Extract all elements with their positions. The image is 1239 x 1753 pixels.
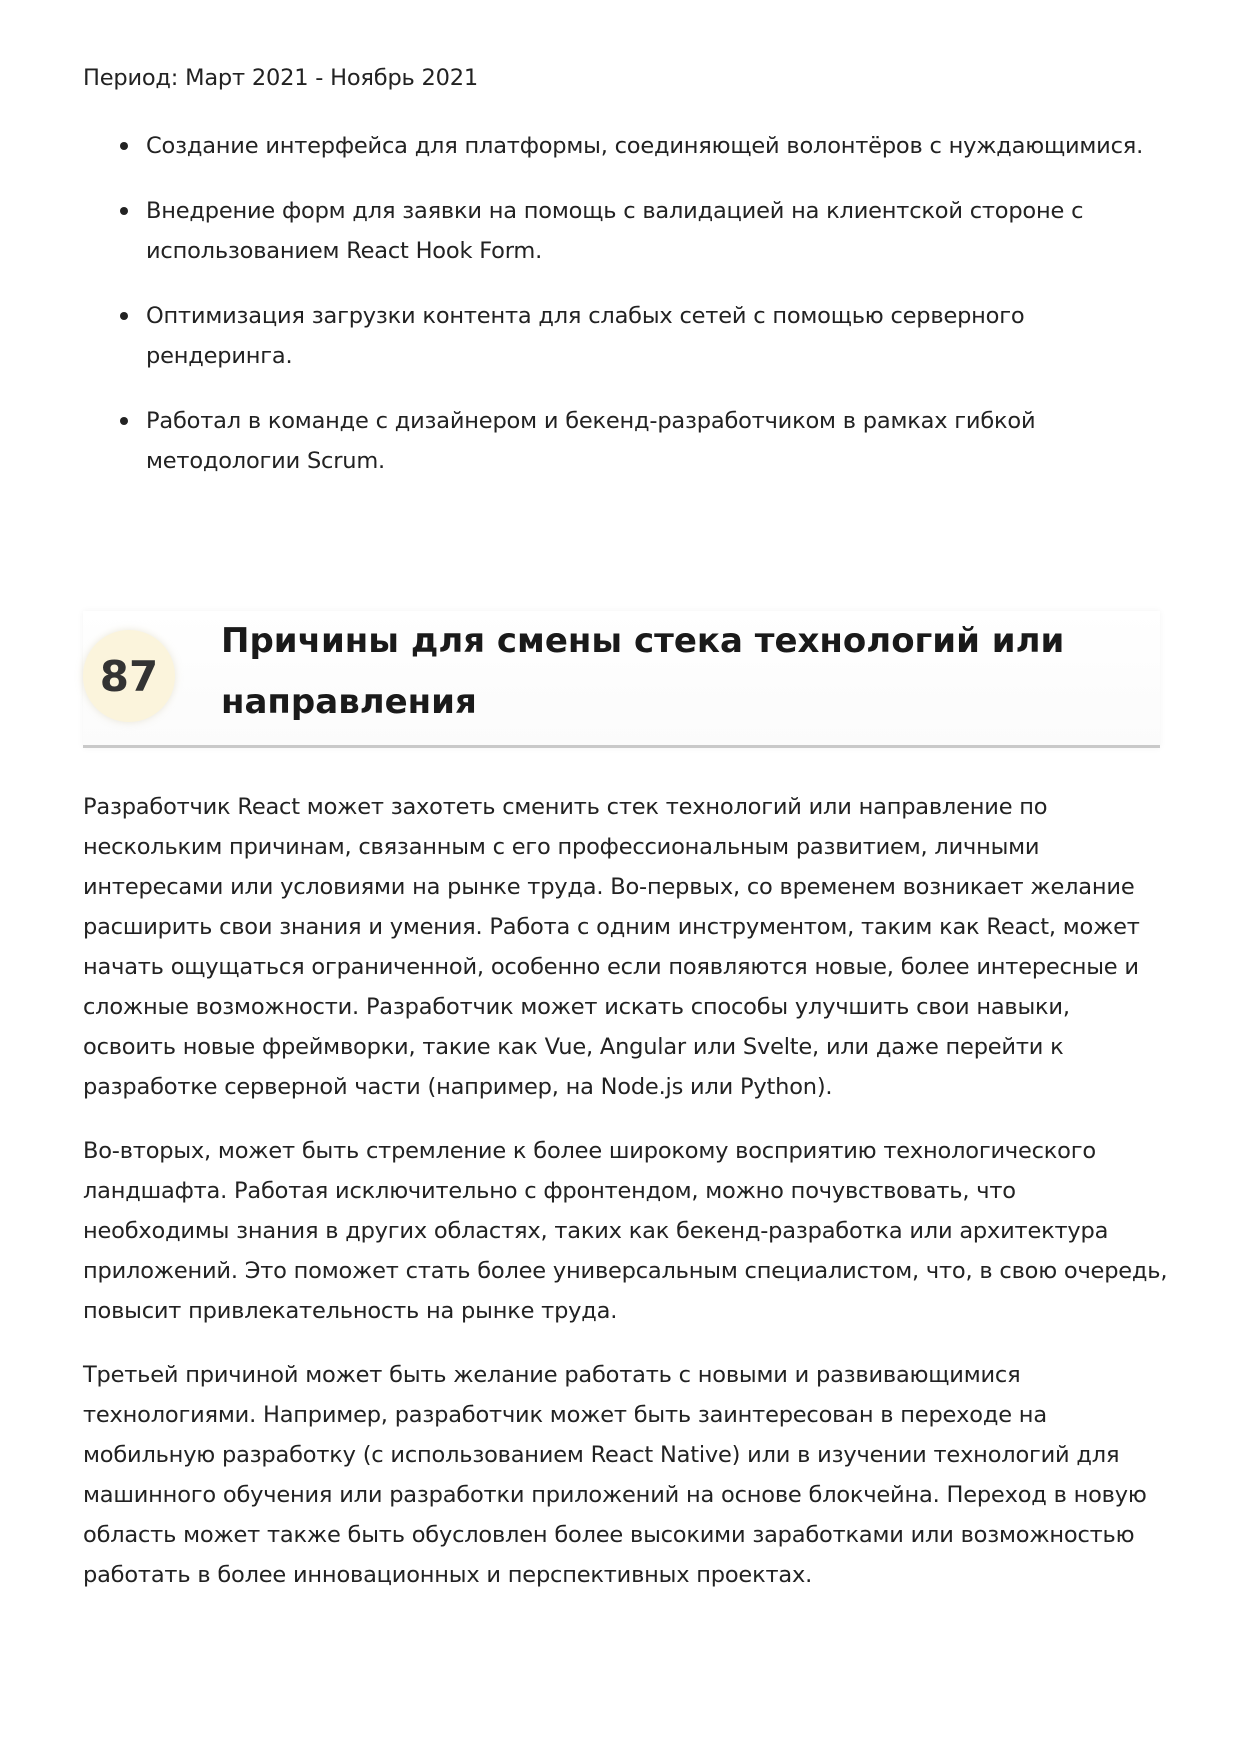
section-number-badge: 87 [83, 630, 175, 722]
period-line: Период: Март 2021 - Ноябрь 2021 [83, 65, 478, 91]
paragraph: Разработчик React может захотеть сменить стек технологий или направление по нескольким причинам, связанным с его профессиональным развитием, личными интересами или условиями на рынке труда. Во-первых, со временем возникает желание расширить свои знания и умения. Работа с одним инструментом, таким как React, может начать ощущаться ограниченной, особенно если появляются новые, более интересные и сложные возможности. Разработчик может искать способы улучшить свои навыки, освоить новые фреймворки, такие как Vue, Angular или Svelte, или даже перейти к разработке серверной части (например, на Node.js или Python). [83, 794, 1140, 1100]
list-item [83, 191, 1163, 271]
list-item [83, 401, 1163, 481]
list-item-text: Работал в команде с дизайнером и бекенд-разработчиком в рамках гибкой методологии Scrum. [146, 408, 1036, 474]
list-item [83, 296, 1163, 376]
list-item-text: Внедрение форм для заявки на помощь с валидацией на клиентской стороне с использованием React Hook Form. [146, 198, 1084, 264]
section-content [83, 787, 1168, 1619]
bullet-dot-icon [120, 417, 128, 425]
achievements-list [83, 126, 1163, 506]
list-item-text: Оптимизация загрузки контента для слабых сетей с помощью серверного рендеринга. [146, 303, 1025, 369]
bullet-dot-icon [120, 312, 128, 320]
section-header [83, 611, 1160, 748]
list-item-text: Создание интерфейса для платформы, соединяющей волонтёров с нуждающимися. [146, 133, 1144, 159]
section-title: Причины для смены стека технологий или направления [221, 621, 1065, 722]
bullet-dot-icon [120, 142, 128, 150]
list-item [83, 126, 1163, 166]
bullet-dot-icon [120, 207, 128, 215]
paragraph: Третьей причиной может быть желание работать с новыми и развивающимися технологиями. Например, разработчик может быть заинтересован в переходе на мобильную разработку (с использованием React Native) или в изучении технологий для машинного обучения или разработки приложений на основе блокчейна. Переход в новую область может также быть обусловлен более высокими заработками или возможностью работать в более инновационных и перспективных проектах. [83, 1362, 1147, 1588]
paragraph: Во-вторых, может быть стремление к более широкому восприятию технологического ландшафта. Работая исключительно с фронтендом, можно почувствовать, что необходимы знания в других областях, таких как бекенд-разработка или архитектура приложений. Это поможет стать более универсальным специалистом, что, в свою очередь, повысит привлекательность на рынке труда. [83, 1138, 1168, 1324]
